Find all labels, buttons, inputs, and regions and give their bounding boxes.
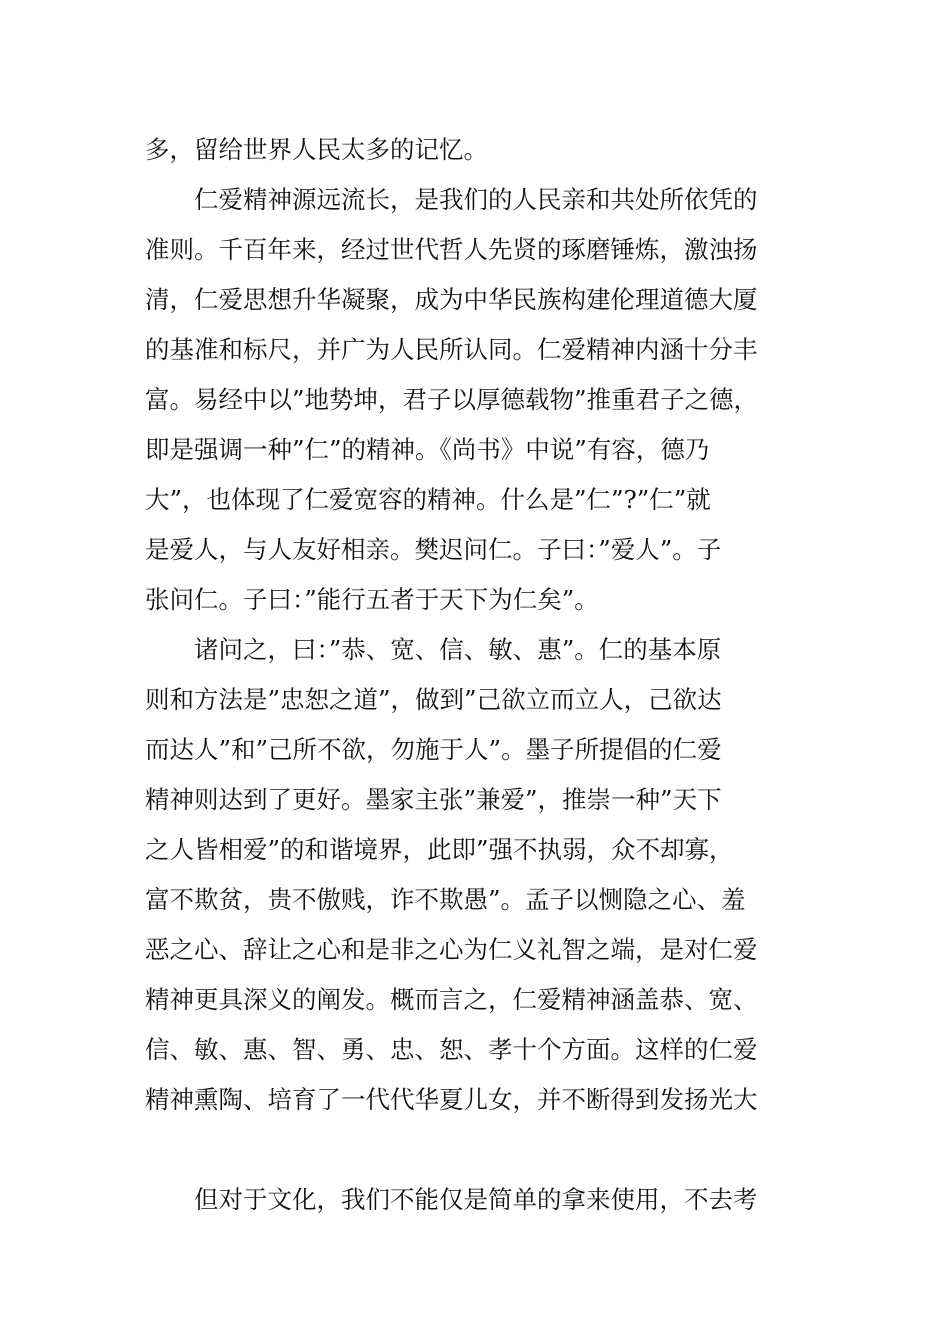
text-line: 多，留给世界人民太多的记忆。 xyxy=(145,135,488,164)
text-line: 则和方法是”忠恕之道”，做到”己欲立而立人，己欲达 xyxy=(145,685,722,714)
text-line: 之人皆相爱”的和谐境界，此即”强不执弱，众不却寡， xyxy=(145,835,734,864)
paragraph-start-line: 但对于文化，我们不能仅是简单的拿来使用，不去考 xyxy=(194,1185,758,1214)
text-line: 清，仁爱思想升华凝聚，成为中华民族构建伦理道德大厦 xyxy=(145,285,758,314)
text-line: 精神更具深义的阐发。概而言之，仁爱精神涵盖恭、宽、 xyxy=(145,985,758,1014)
text-line: 即是强调一种”仁”的精神。《尚书》中说”有容，德乃 xyxy=(145,435,710,464)
paragraph-gap xyxy=(145,1125,825,1175)
text-line: 而达人”和”己所不欲，勿施于人”。墨子所提倡的仁爱 xyxy=(145,735,722,764)
text-line: 富不欺贫，贵不傲贱，诈不欺愚”。孟子以恻隐之心、羞 xyxy=(145,885,746,914)
text-line: 富。易经中以”地势坤，君子以厚德载物”推重君子之德， xyxy=(145,385,759,414)
body-text xyxy=(145,125,825,1225)
paragraph-start-line: 诸问之，曰：”恭、宽、信、敏、惠”。仁的基本原 xyxy=(194,635,722,664)
text-line: 张问仁。子曰：”能行五者于天下为仁矣”。 xyxy=(145,585,599,614)
text-line: 准则。千百年来，经过世代哲人先贤的琢磨锤炼，激浊扬 xyxy=(145,235,758,264)
text-line: 精神熏陶、培育了一代代华夏儿女，并不断得到发扬光大 xyxy=(145,1085,758,1114)
text-line: 信、敏、惠、智、勇、忠、恕、孝十个方面。这样的仁爱 xyxy=(145,1035,758,1064)
text-line: 的基准和标尺，并广为人民所认同。仁爱精神内涵十分丰 xyxy=(145,335,758,364)
text-line: 大”，也体现了仁爱宽容的精神。什么是”仁”?”仁”就 xyxy=(145,485,711,514)
paragraph-start-line: 仁爱精神源远流长，是我们的人民亲和共处所依凭的 xyxy=(194,185,758,214)
text-line: 是爱人，与人友好相亲。樊迟问仁。子曰：”爱人”。子 xyxy=(145,535,722,564)
text-line: 恶之心、辞让之心和是非之心为仁义礼智之端，是对仁爱 xyxy=(145,935,758,964)
text-line: 精神则达到了更好。墨家主张”兼爱”，推崇一种”天下 xyxy=(145,785,722,814)
